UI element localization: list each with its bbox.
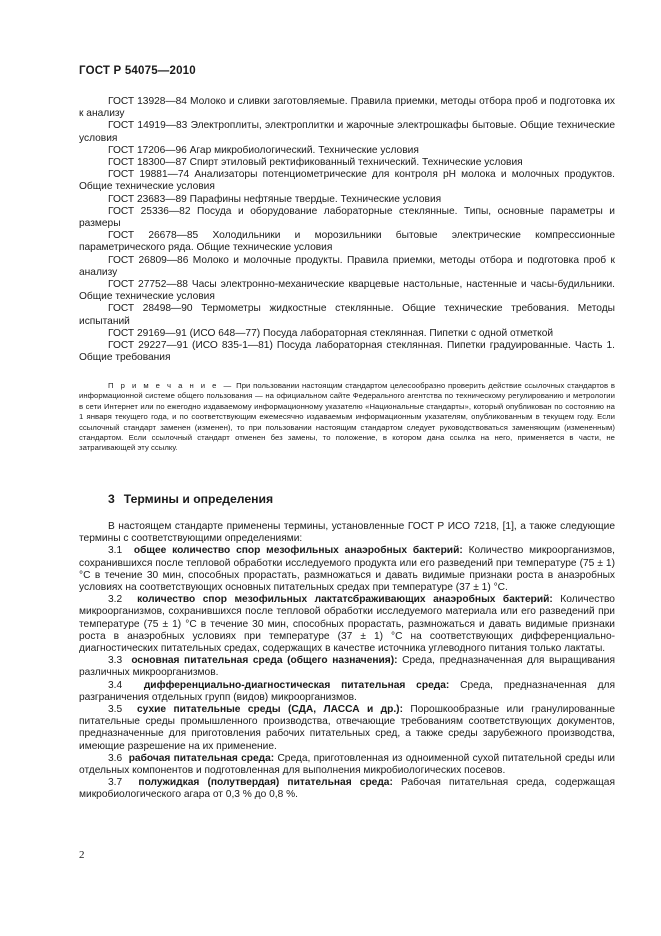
term-name: сухие питательные среды (СДА, ЛАССА и др.): bbox=[137, 704, 403, 716]
reference-item: ГОСТ 13928—84 Молоко и сливки заготовляемые. Правила приемки, методы отбора проб и подготовка их к анализу bbox=[79, 96, 615, 120]
term-name: полужидкая (полутвердая) питательная среда: bbox=[138, 777, 393, 789]
references-list bbox=[79, 96, 615, 364]
reference-item: ГОСТ 23683—89 Парафины нефтяные твердые. Технические условия bbox=[108, 193, 442, 205]
term-entry bbox=[79, 777, 615, 801]
page-header: ГОСТ Р 54075—2010 bbox=[79, 65, 196, 77]
reference-item: ГОСТ 18300—87 Спирт этиловый ректификованный технический. Технические условия bbox=[108, 157, 523, 169]
term-number: 3.6 bbox=[108, 752, 123, 764]
term-number: 3.4 bbox=[108, 679, 123, 691]
reference-item: ГОСТ 19881—74 Анализаторы потенциометрические для контроля pH молока и молочных продуктов. Общие технические условия bbox=[79, 169, 615, 193]
term-name: количество спор мезофильных лактатсбраживающих анаэробных бактерий: bbox=[137, 594, 553, 606]
term-name: основная питательная среда (общего назначения): bbox=[131, 655, 398, 667]
term-definition: Рабочая питательная среда, содержащая микробиологического агара от 0,3 % до 0,8 %. bbox=[79, 777, 615, 801]
page-number: 2 bbox=[79, 849, 85, 861]
reference-item: ГОСТ 25336—82 Посуда и оборудование лабораторные стеклянные. Типы, основные параметры и размеры bbox=[79, 205, 615, 230]
term-entry bbox=[79, 680, 615, 704]
note-text: При пользовании настоящим стандартом целесообразно проверить действие ссылочных стандартов в информационной системе общего пользования — на официальном сайте Федерального агентства по техническому регулированию и метрологии в сети Интернет или по ежегодно издаваемому информационному указателю «Национальные стандарты», который опубликован по состоянию на 1 января текущего года, и по соответствующим ежемесячно издаваемым информационным указателям, опубликованным в текущем году. Если ссылочный стандарт заменен (изменен), то при пользовании настоящим стандартом следует руководствоваться заменяющим (измененным) стандартом. Если ссылочный стандарт отменен без замены, то положение, в котором дана ссылка на него, применяется в части, не затрагивающей эту ссылку. bbox=[79, 381, 616, 453]
reference-item: ГОСТ 26809—86 Молоко и молочные продукты. Правила приемки, методы отбора и подготовка проб к анализу bbox=[79, 254, 615, 278]
term-entry bbox=[79, 545, 615, 594]
term-number: 3.2 bbox=[108, 594, 123, 606]
term-definition: Количество микроорганизмов, сохранившихся после тепловой обработки исследуемого продукта или его разведений при температуре (75 ± 1) °С в течение 30 мин, способных прорастать, размножаться и давать видимые признаки роста в анаэробных условиях на соответствующих основных питательных средах при температуре (37 ± 1) °С. bbox=[79, 545, 615, 594]
term-definition: Среда, приготовленная из одноименной сухой питательной среды или отдельных компонентов и подготовленная для выполнения микробиологических посевов. bbox=[79, 752, 615, 777]
term-definition: Количество микроорганизмов, сохранившихся после тепловой обработки исследуемого материала или его разведений при температуре (75 ± 1) °С в течение 30 мин, способных прорастать, размножаться и давать видимые признаки роста в анаэробных условиях при температуре (37 ± 1) °С на соответствующих дифференциально-диагностических питательных средах, содержащих в качестве источника углеводного питания только лактаты. bbox=[79, 594, 615, 655]
section-heading bbox=[108, 492, 273, 506]
note-paragraph bbox=[79, 381, 615, 454]
reference-item: ГОСТ 26678—85 Холодильники и морозильники бытовые электрические компрессионные параметрического ряда. Общие технические условия bbox=[79, 230, 615, 254]
term-name: дифференциально-диагностическая питательная среда: bbox=[143, 679, 450, 691]
term-definition: Порошкообразные или гранулированные питательные среды промышленного производства, отвечающие требованиям соответствующих документов, предназначенные для приготовления рабочих питательных сред, а также среды зарубежного производства, имеющие разрешение на их применение. bbox=[79, 704, 615, 752]
reference-item: ГОСТ 17206—96 Агар микробиологический. Технические условия bbox=[108, 144, 419, 156]
section-title: Термины и определения bbox=[123, 492, 274, 506]
term-number: 3.5 bbox=[108, 704, 123, 716]
note-lead: П р и м е ч а н и е — bbox=[108, 381, 234, 390]
term-definition: Среда, предназначенная для разграничения отдельных групп (видов) микроорганизмов. bbox=[79, 679, 615, 703]
reference-item: ГОСТ 29227—91 (ИСО 835-1—81) Посуда лабораторная стеклянная. Пипетки градуированные. Часть 1. Общие требования bbox=[79, 340, 615, 364]
intro-paragraph: В настоящем стандарте применены термины, установленные ГОСТ Р ИСО 7218, [1], а также следующие термины с соответствующими определениями: bbox=[79, 521, 615, 545]
term-number: 3.7 bbox=[108, 777, 123, 789]
term-definition: Среда, предназначенная для выращивания различных микроорганизмов. bbox=[79, 655, 615, 679]
section-number: 3 bbox=[108, 492, 115, 506]
term-entry bbox=[79, 655, 615, 679]
term-entry bbox=[79, 704, 615, 753]
reference-item: ГОСТ 28498—90 Термометры жидкостные стеклянные. Общие технические требования. Методы испытаний bbox=[79, 303, 615, 327]
reference-item: ГОСТ 29169—91 (ИСО 648—77) Посуда лабораторная стеклянная. Пипетки с одной отметкой bbox=[108, 327, 554, 339]
term-number: 3.3 bbox=[108, 655, 123, 667]
term-name: рабочая питательная среда: bbox=[128, 752, 275, 764]
term-name: общее количество спор мезофильных анаэробных бактерий: bbox=[133, 545, 463, 557]
reference-item: ГОСТ 14919—83 Электроплиты, электроплитки и жарочные электрошкафы бытовые. Общие технические условия bbox=[79, 120, 615, 144]
reference-item: ГОСТ 27752—88 Часы электронно-механические кварцевые настольные, настенные и часы-будильники. Общие технические условия bbox=[79, 279, 615, 303]
term-entry bbox=[79, 753, 615, 777]
term-number: 3.1 bbox=[108, 545, 123, 557]
term-entry bbox=[79, 594, 615, 655]
definitions-body bbox=[79, 521, 615, 802]
